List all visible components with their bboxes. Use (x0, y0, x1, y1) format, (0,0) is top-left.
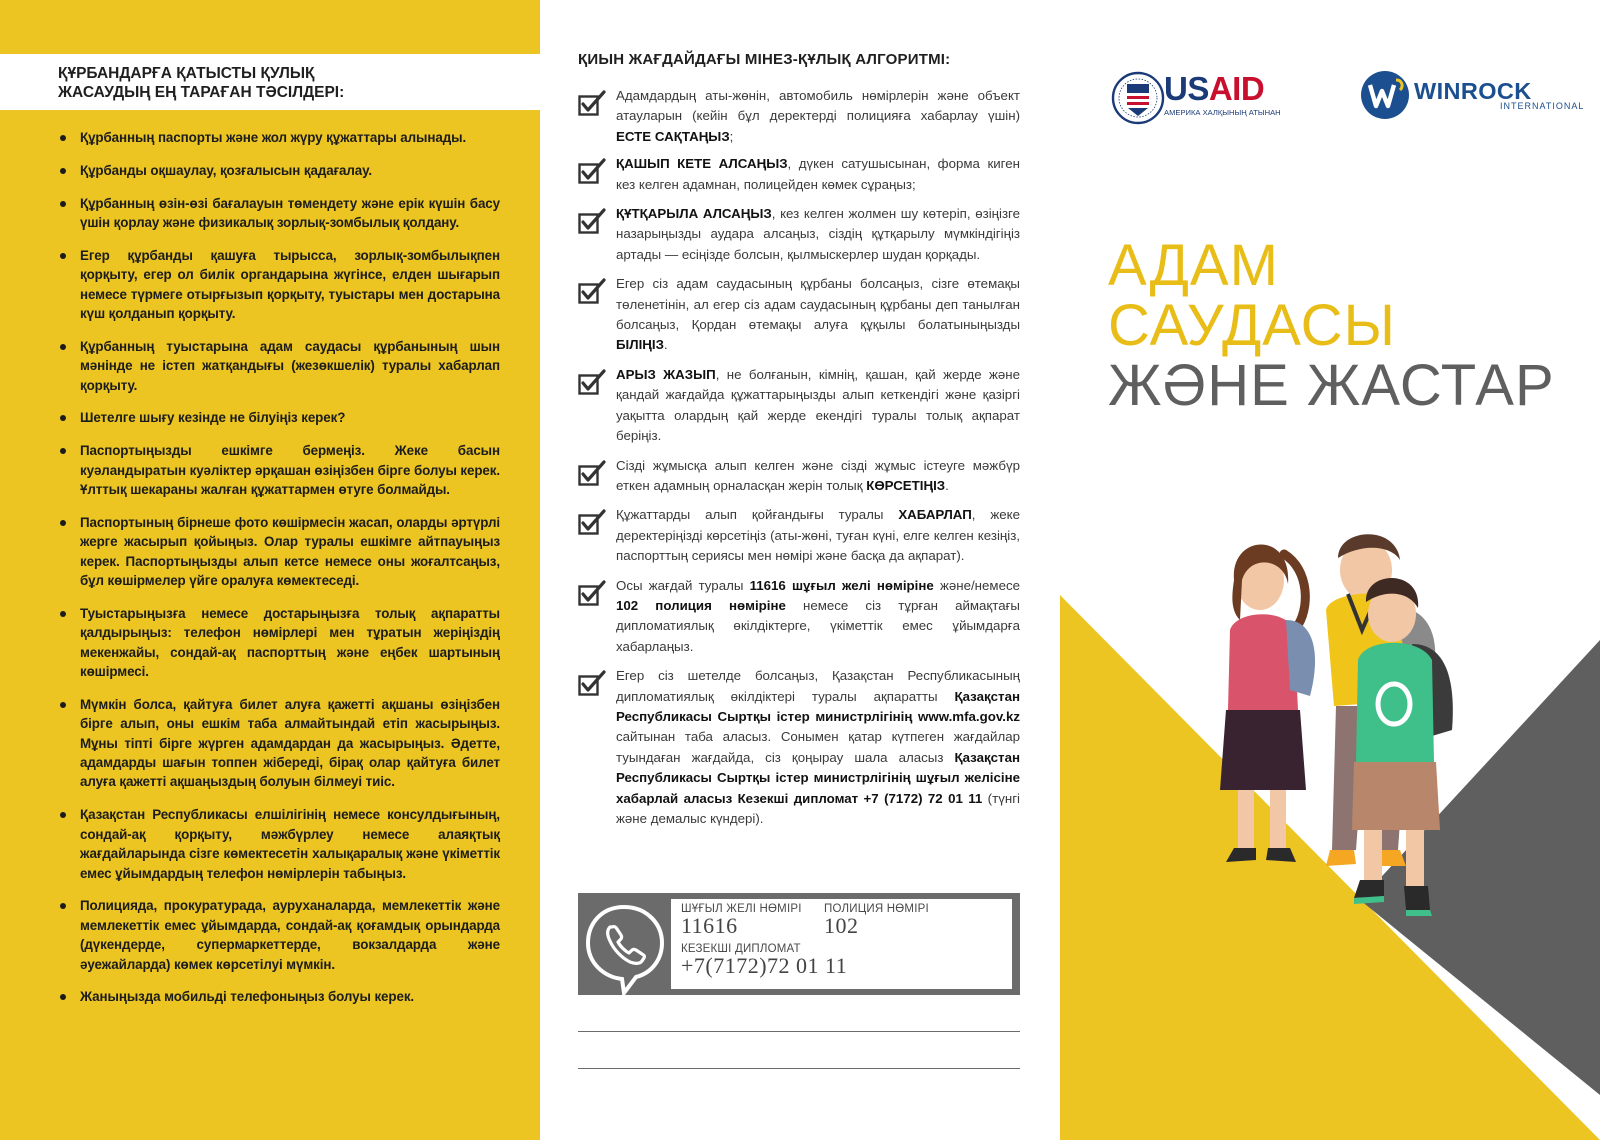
item-bold: Қазақстан Республикасы Сыртқы істер министрлігінің www.mfa.gov.kz (616, 688, 1020, 724)
figure-girl (1220, 545, 1315, 863)
algorithm-item (578, 456, 1020, 497)
checkbox-checked-icon (578, 580, 606, 606)
checkbox-checked-icon (578, 460, 606, 486)
item-text: . (663, 337, 668, 353)
checkbox-checked-icon (578, 158, 606, 184)
list-item: Шетелге шығу кезінде не білуіңіз керек? (58, 408, 500, 427)
item-text: (түнгі және демалыс күндері). (616, 790, 1020, 826)
list-item: Паспортыңызды ешкімге бермеңіз. Жеке басын куәландыратын куәліктер әрқашан өзіңізбен бірге болуы керек. Ұлттық шекараны жалған құжаттармен өтуге болмайды. (58, 441, 500, 499)
list-item: Құрбанды оқшаулау, қозғалысын қадағалау. (58, 161, 500, 180)
hotline-label: ШҰҒЫЛ ЖЕЛІ НӨМІРІ (681, 903, 802, 915)
algorithm-item (578, 365, 1020, 447)
blank-line (578, 1068, 1020, 1069)
item-text: Осы жағдай туралы (616, 577, 750, 593)
item-text: , не болғанын, кімнің, қашан, қай жерде және қандай жағдайда құжаттарыңызды алып кеткендігі және қазіргі уақытта олардың қай жерде екендігі туралы толық ақпарат беріңіз. (616, 366, 1020, 444)
item-text: . (945, 477, 949, 493)
item-text: немесе сіз тұрған аймақтағы дипломатиялық өкілдіктерге, үкіметтік емес ұйымдарға хабарлаңыз. (616, 597, 1020, 654)
item-text: және/немесе (933, 577, 1021, 593)
algorithm-item (578, 154, 1020, 195)
young-people-illustration (1150, 510, 1510, 950)
hotline-box (578, 893, 1020, 995)
cover-title-line-1: АДАМ (1108, 233, 1279, 298)
checkbox-checked-icon (578, 369, 606, 395)
winrock-subtitle: INTERNATIONAL (1500, 101, 1585, 111)
diplomat-number: +7(7172)72 01 11 (681, 953, 848, 978)
item-text: Егер сіз адам саудасының құрбаны болсаңыз, сізге өтемақы төленетінін, ал егер сіз адам саудасының құрбаны деп танылған болсаңыз, Қордан өтемақы алуға құқылы болатыныңызды (616, 276, 1020, 333)
item-bold: ХАБАРЛАП (898, 507, 972, 523)
item-bold: 102 полиция нөміріне (616, 597, 786, 613)
left-panel-title (58, 64, 344, 102)
list-item: Қазақстан Республикасы елшілігінің немесе консулдығының, сондай-ақ қорқыту, мәжбүрлеу немесе алаяқтық жағдайларында сізге көмектесетін халықаралық және үкіметтік емес ұйымдардың телефон нөмірлерін табыңыз. (58, 805, 500, 883)
cover-panel (1060, 0, 1600, 1140)
winrock-wordmark: WINROCK (1414, 78, 1532, 104)
hotline-numbers (671, 899, 1012, 989)
blank-line (578, 1031, 1020, 1032)
list-item: Құрбанның өзін-өзі бағалауын төмендету және ерік күшін басу үшін қорлау және физикалық зорлық-зомбылық қолдану. (58, 194, 500, 233)
left-panel (0, 0, 540, 1140)
item-bold: АРЫЗ ЖАЗЫП (616, 366, 716, 382)
algorithm-title: ҚИЫН ЖАҒДАЙДАҒЫ МІНЕЗ-ҚҰЛЫҚ АЛГОРИТМІ: (578, 51, 951, 68)
list-item: Егер құрбанды қашуға тырысса, зорлық-зомбылықпен қорқыту, егер ол билік органдарына жүгінсе, елден шығарып немесе түрмеге отырғызып қорқыту, туыстары мен достарына күш қолданып қорқыту. (58, 246, 500, 324)
algorithm-item (578, 576, 1020, 658)
left-title-line-2: ЖАСАУДЫҢ ЕҢ ТАРАҒАН ТӘСІЛДЕРІ: (58, 84, 345, 101)
algorithm-item (578, 505, 1020, 566)
algorithm-list (578, 86, 1020, 838)
list-item: Құрбанның туыстарына адам саудасы құрбанының шын мәнінде не істеп жатқандығы (жезөкшелік) туралы хабарлап қорқыту. (58, 337, 500, 395)
item-text: Егер сіз шетелде болсаңыз, Қазақстан Республикасының дипломатиялық өкілдіктері туралы ақпаратты (616, 668, 1020, 704)
checkbox-checked-icon (578, 90, 606, 116)
item-bold: КӨРСЕТІҢІЗ (866, 477, 946, 493)
item-bold: ҚАШЫП КЕТЕ АЛСАҢЫЗ (616, 156, 788, 172)
algorithm-item (578, 86, 1020, 147)
algorithm-item (578, 666, 1020, 829)
cover-title (1108, 233, 1555, 418)
phone-chat-icon (578, 893, 670, 995)
item-text: ; (729, 128, 734, 144)
algorithm-item (578, 274, 1020, 356)
checkbox-checked-icon (578, 509, 606, 535)
algorithm-item (578, 204, 1020, 265)
cover-title-line-2: САУДАСЫ (1108, 293, 1396, 358)
usaid-subtitle: АМЕРИКА ХАЛҚЫНЫҢ АТЫНАН (1164, 108, 1281, 117)
checkbox-checked-icon (578, 278, 606, 304)
middle-panel (540, 0, 1060, 1140)
checkbox-checked-icon (578, 208, 606, 234)
item-bold: Қазақстан Республикасы Сыртқы істер министрлігінің шұғыл желісіне хабарлай аласыз Кезекші дипломат +7 (7172) 72 01 11 (616, 749, 1020, 806)
tactics-list (58, 128, 500, 1020)
left-title-box (0, 54, 540, 110)
police-label: ПОЛИЦИЯ НӨМІРІ (824, 903, 929, 915)
item-text: , жеке деректеріңізді көрсетіңіз (аты-жөні, туған күні, елге келген кезіңіз, паспорттың сериясы мен нөмірі және басқа да ақпарат). (616, 507, 1020, 564)
list-item: Паспортының бірнеше фото көшірмесін жасап, оларды әртүрлі жерге жасырып қойыңыз. Олар туралы ешкімге айтпауыңыз керек. Паспортыңызды алып кетсе немесе оны жоғалтсаңыз, бұл көшірмелер үйге оралуға көмектеседі. (58, 513, 500, 591)
hotline-number: 11616 (681, 913, 738, 938)
winrock-logo-icon (1360, 70, 1410, 120)
item-bold: ЕСТЕ САҚТАҢЫЗ (616, 128, 730, 144)
item-text: Адамдардың аты-жөнін, автомобиль нөмірлерін және объект атауларын (кейін бұл деректерді полицияға хабарлау үшін) (616, 88, 1020, 124)
item-text: Құжаттарды алып қойғандығы туралы (616, 507, 899, 523)
list-item: Жаныңызда мобильді телефоныңыз болуы керек. (58, 987, 500, 1006)
item-text: , кез келген жолмен шу көтеріп, өзіңізге назарыңызды аудара алсаңыз, сіздің құтқарылу мүмкіндігіңіз артады — есіңізде болсын, қылмыскерлер шудан қорқады. (616, 206, 1020, 262)
usaid-us: US (1164, 70, 1209, 107)
diplomat-label: КЕЗЕКШІ ДИПЛОМАТ (681, 943, 801, 955)
item-bold: ҚҰТҚАРЫЛА АЛСАҢЫЗ (616, 206, 772, 222)
item-text: , дүкен сатушысынан, форма киген кез келген адамнан, полицейден көмек сұраңыз; (616, 156, 1020, 192)
item-text: сайтынан таба аласыз. Сонымен қатар күтпеген жағдайлар туындаған жағдайда, сіз қоңырау шала аласыз (616, 729, 1020, 765)
list-item: Полицияда, прокуратурада, ауруханаларда, мемлекеттік және мемлекеттік емес ұйымдарда, сондай-ақ қоғамдық орындарда (дүкендерде, супермаркеттерде, вокзалдарда және әуежайларда) көмек көрсетілуі мүмкін. (58, 896, 500, 974)
item-bold: 11616 шұғыл желі нөміріне (749, 577, 934, 593)
list-item: Құрбанның паспорты және жол жүру құжаттары алынады. (58, 128, 500, 147)
item-bold: БІЛІҢІЗ (616, 337, 664, 353)
left-title-line-1: ҚҰРБАНДАРҒА ҚАТЫСТЫ ҚУЛЫҚ (58, 65, 315, 82)
item-text: Сізді жұмысқа алып келген және сізді жұмыс істеуге мәжбүр еткен адамның орналасқан жерін толық (616, 457, 1020, 493)
checkbox-checked-icon (578, 670, 606, 696)
usaid-wordmark (1164, 70, 1264, 108)
police-number: 102 (824, 913, 859, 938)
cover-title-line-3: ЖӘНЕ ЖАСТАР (1108, 353, 1555, 418)
usaid-aid: AID (1208, 70, 1265, 107)
list-item: Мүмкін болса, қайтуға билет алуға қажетті ақшаны өзіңізбен бірге алып, оны ешкім таба алмайтындай етіп жасырыңыз. Мұны тіпті бірге жүрген адамдардан да жасырыңыз. Әдетте, адамдарды шағын топпен жібереді, бірақ олар қайтуға билет алуға қажетті ақшаңыздың болуын білмеуі тиіс. (58, 695, 500, 792)
list-item: Туыстарыңызға немесе достарыңызға толық ақпаратты қалдырыңыз: телефон нөмірлері мен тұратын жеріңіздің мекенжайы, сондай-ақ паспорттың және еңбек шартының көшірмесі. (58, 604, 500, 682)
